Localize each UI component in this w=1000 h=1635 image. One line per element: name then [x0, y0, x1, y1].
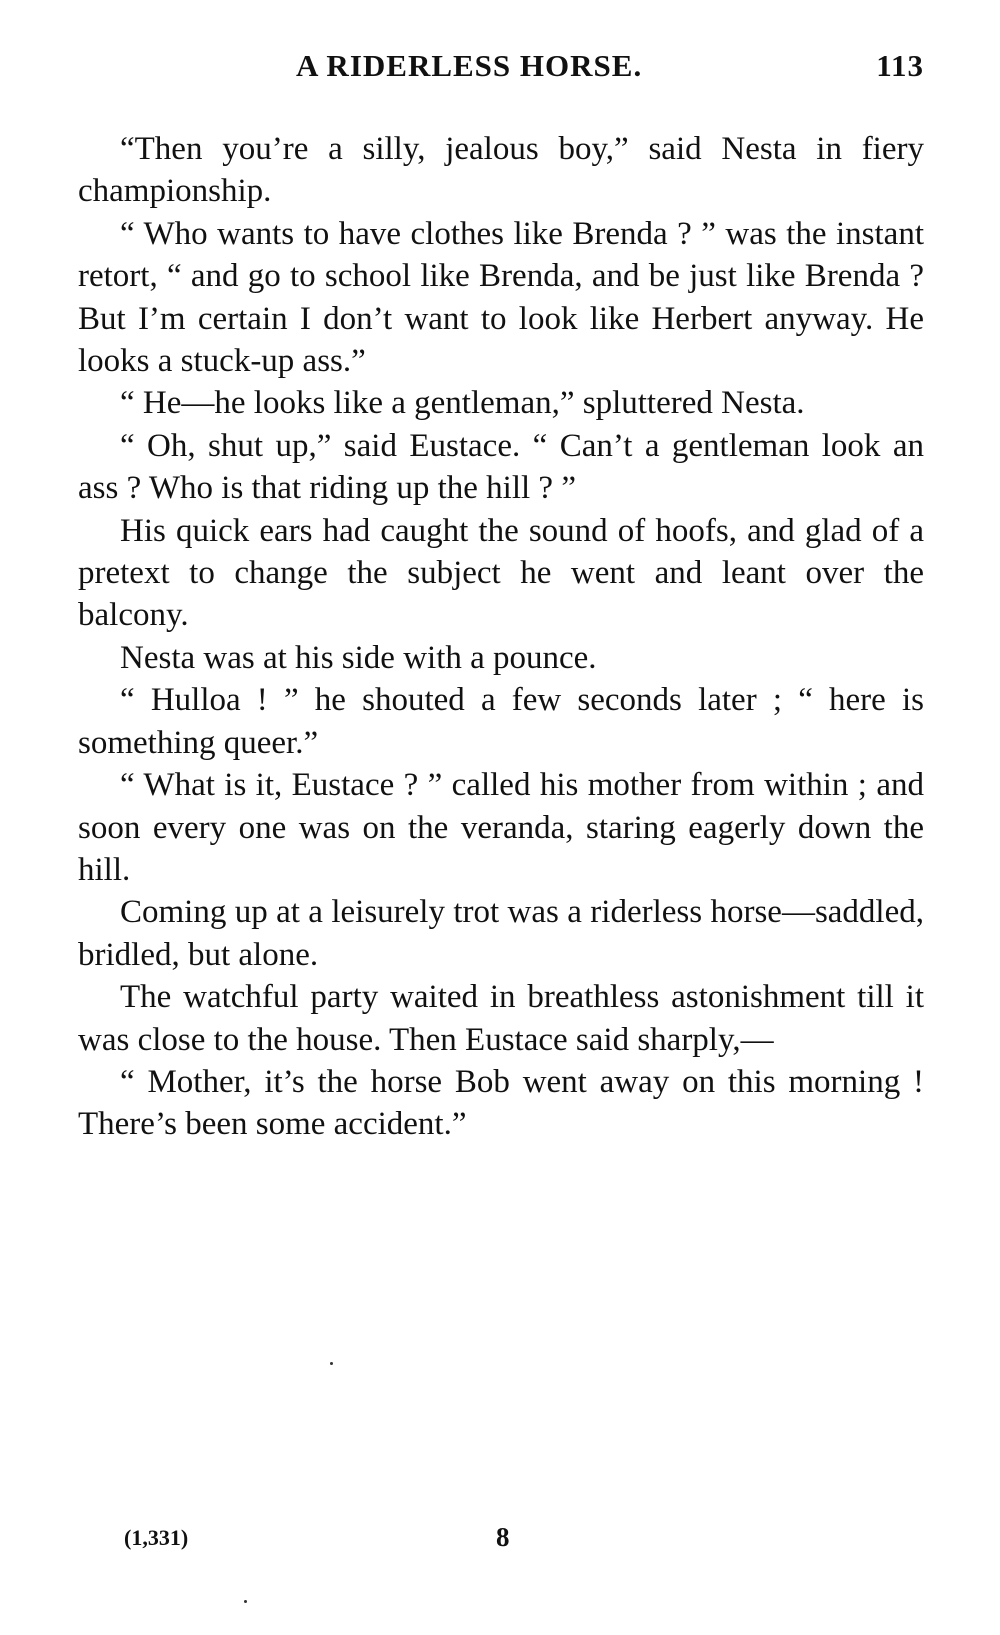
paragraph: His quick ears had caught the sound of hoofs, and glad of a pretext to change the subject he went and leant over the balcony. — [78, 512, 924, 634]
body-text — [78, 128, 924, 1146]
paragraph: “ He—he looks like a gentleman,” spluttered Nesta. — [120, 385, 805, 422]
print-speck — [244, 1600, 247, 1603]
paragraph: Coming up at a leisurely trot was a riderless horse—saddled, bridled, but alone. — [78, 894, 924, 973]
page-number: 113 — [876, 48, 924, 83]
paragraph: “ Hulloa ! ” he shouted a few seconds later ; “ here is something queer.” — [78, 682, 924, 761]
paragraph: “ Mother, it’s the horse Bob went away on this morning ! There’s been some accident.” — [78, 1063, 924, 1143]
paragraph: “Then you’re a silly, jealous boy,” said Nesta in fiery championship. — [78, 131, 924, 210]
paragraph: Nesta was at his side with a pounce. — [120, 639, 597, 676]
paragraph: “ What is it, Eustace ? ” called his mother from within ; and soon every one was on the veranda, staring eagerly down the hill. — [78, 767, 924, 888]
print-speck — [330, 1362, 333, 1365]
signature-mark: (1,331) — [124, 1525, 189, 1550]
paragraph: “ Who wants to have clothes like Brenda ? ” was the instant retort, “ and go to school like Brenda, and be just like Brenda ? But I’m certain I don’t want to look like Herbert anyway. He looks a stuck-up ass.” — [78, 215, 924, 380]
running-head — [78, 48, 924, 92]
paragraph: “ Oh, shut up,” said Eustace. “ Can’t a gentleman look an ass ? Who is that riding up the hill ? ” — [78, 427, 924, 507]
running-title: A RIDERLESS HORSE. — [296, 48, 643, 83]
paragraph: The watchful party waited in breathless astonishment till it was close to the house. Then Eustace said sharply,— — [78, 979, 924, 1058]
sheet-number: 8 — [496, 1522, 510, 1552]
